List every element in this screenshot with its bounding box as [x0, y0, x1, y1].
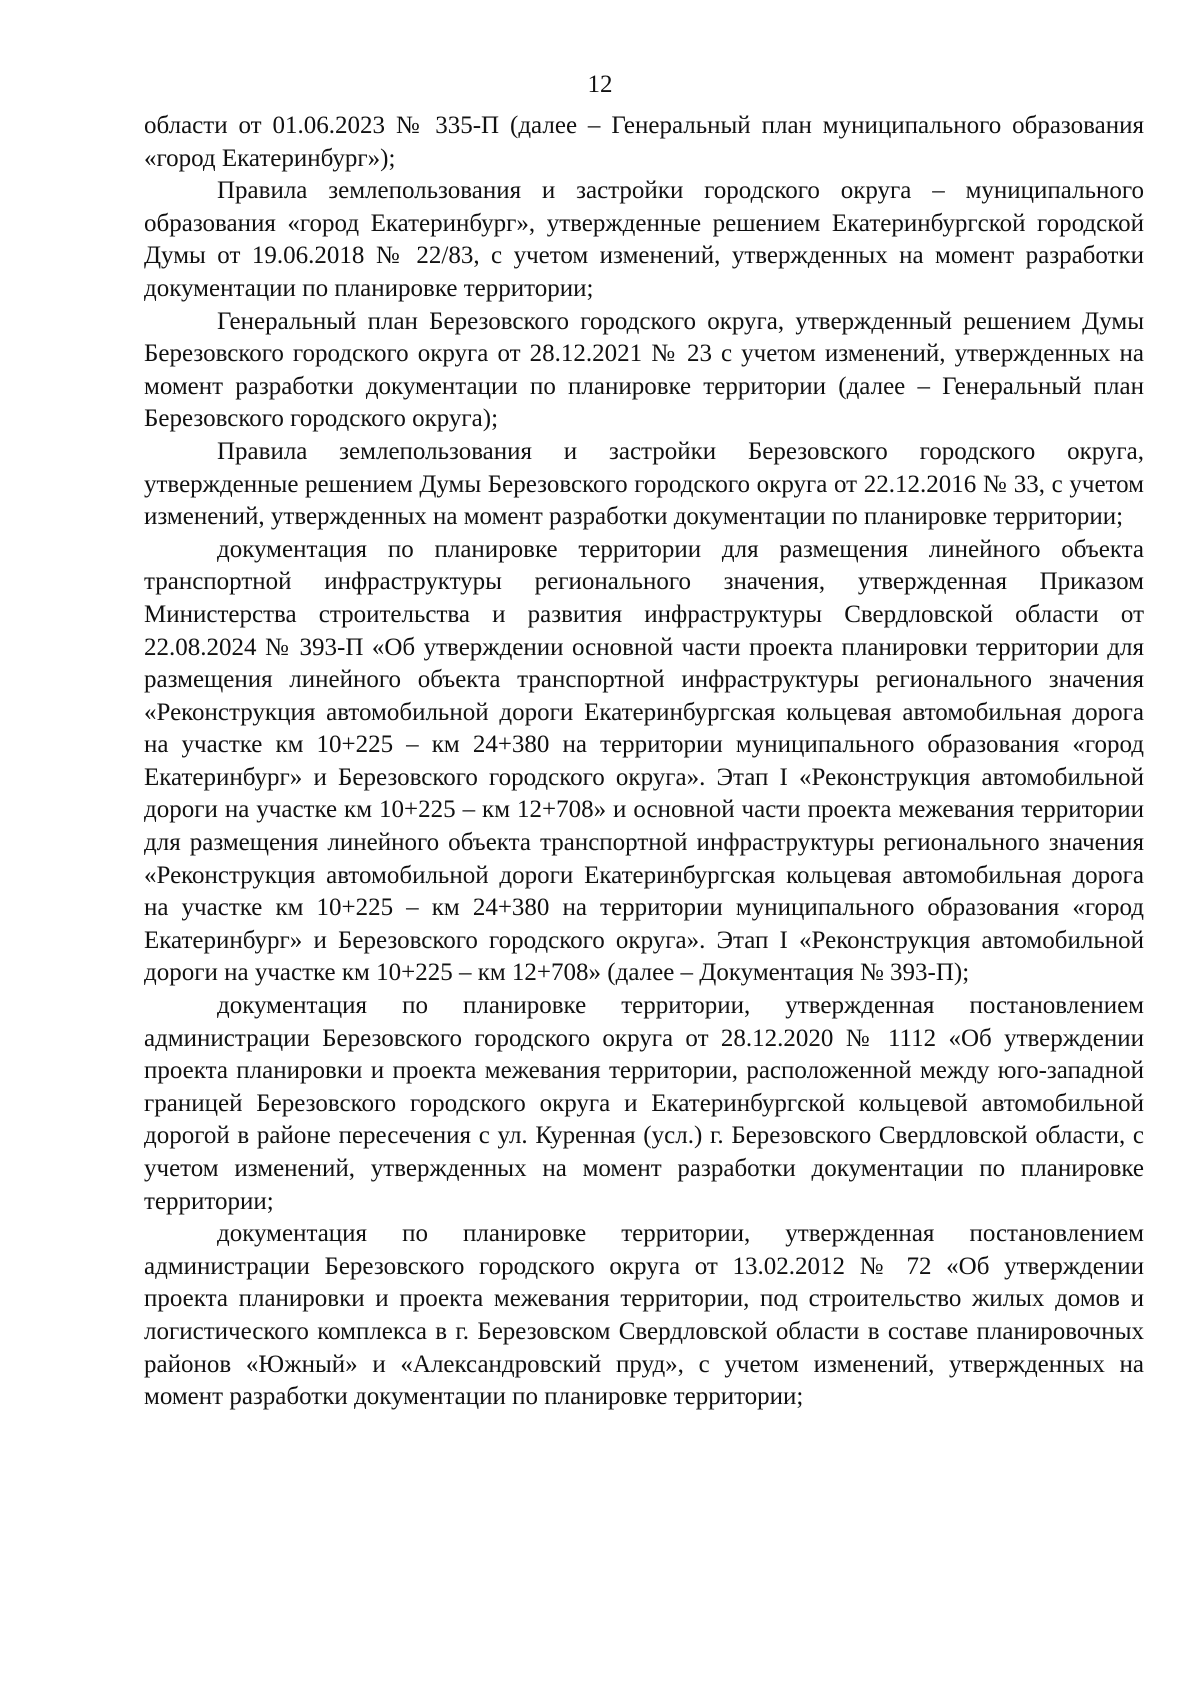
- paragraph-continuation: области от 01.06.2023 № 335-П (далее – Генеральный план муниципального образования «город Екатеринбург»);: [144, 112, 1144, 172]
- paragraph-berezovsky-zoning-rules: Правила землепользования и застройки Березовского городского округа, утвержденные решением Думы Березовского городского округа от 22.12.2016 № 33, с учетом изменений, утвержденных на момент разработки документации по планировке территории;: [144, 437, 1144, 531]
- paragraph-documentation-393p: документация по планировке территории для размещения линейного объекта транспортной инфраструктуры регионального значения, утвержденная Приказом Министерства строительства и развития инфраструктуры Свердловской области от 22.08.2024 № 393-П «Об утверждении основной части проекта планировки территории для размещения линейного объекта транспортной инфраструктуры регионального значения «Реконструкция автомобильной дороги Екатеринбургская кольцевая автомобильная дорога на участке км 10+225 – км 24+380 на территории муниципального образования «город Екатеринбург» и Березовского городского округа». Этап I «Реконструкция автомобильной дороги на участке км 10+225 – км 12+708» и основной части проекта межевания территории для размещения линейного объекта транспортной инфраструктуры регионального значения «Реконструкция автомобильной дороги Екатеринбургская кольцевая автомобильная дорога на участке км 10+225 – км 24+380 на территории муниципального образования «город Екатеринбург» и Березовского городского округа». Этап I «Реконструкция автомобильной дороги на участке км 10+225 – км 12+708» (далее – Документация № 393-П);: [144, 535, 1144, 987]
- document-body: [144, 110, 1144, 1414]
- paragraph-documentation-72: документация по планировке территории, утвержденная постановлением администрации Березовского городского округа от 13.02.2012 № 72 «Об утверждении проекта планировки и проекта межевания территории, под строительство жилых домов и логистического комплекса в г. Березовском Свердловской области в составе планировочных районов «Южный» и «Александровский пруд», с учетом изменений, утвержденных на момент разработки документации по планировке территории;: [144, 1220, 1144, 1411]
- page-number: 12: [587, 71, 613, 98]
- paragraph-berezovsky-general-plan: Генеральный план Березовского городского округа, утвержденный решением Думы Березовского городского округа от 28.12.2021 № 23 с учетом изменений, утвержденных на момент разработки документации по планировке территории (далее – Генеральный план Березовского городского округа);: [144, 307, 1144, 433]
- paragraph-ekb-zoning-rules: Правила землепользования и застройки городского округа – муниципального образования «город Екатеринбург», утвержденные решением Екатеринбургской городской Думы от 19.06.2018 № 22/83, с учетом изменений, утвержденных на момент разработки документации по планировке территории;: [144, 177, 1144, 302]
- paragraph-documentation-1112: документация по планировке территории, утвержденная постановлением администрации Березовского городского округа от 28.12.2020 № 1112 «Об утверждении проекта планировки и проекта межевания территории, расположенной между юго-западной границей Березовского городского округа и Екатеринбургской кольцевой автомобильной дорогой в районе пересечения с ул. Куренная (усл.) г. Березовского Свердловской области, с учетом изменений, утвержденных на момент разработки документации по планировке территории;: [144, 992, 1144, 1215]
